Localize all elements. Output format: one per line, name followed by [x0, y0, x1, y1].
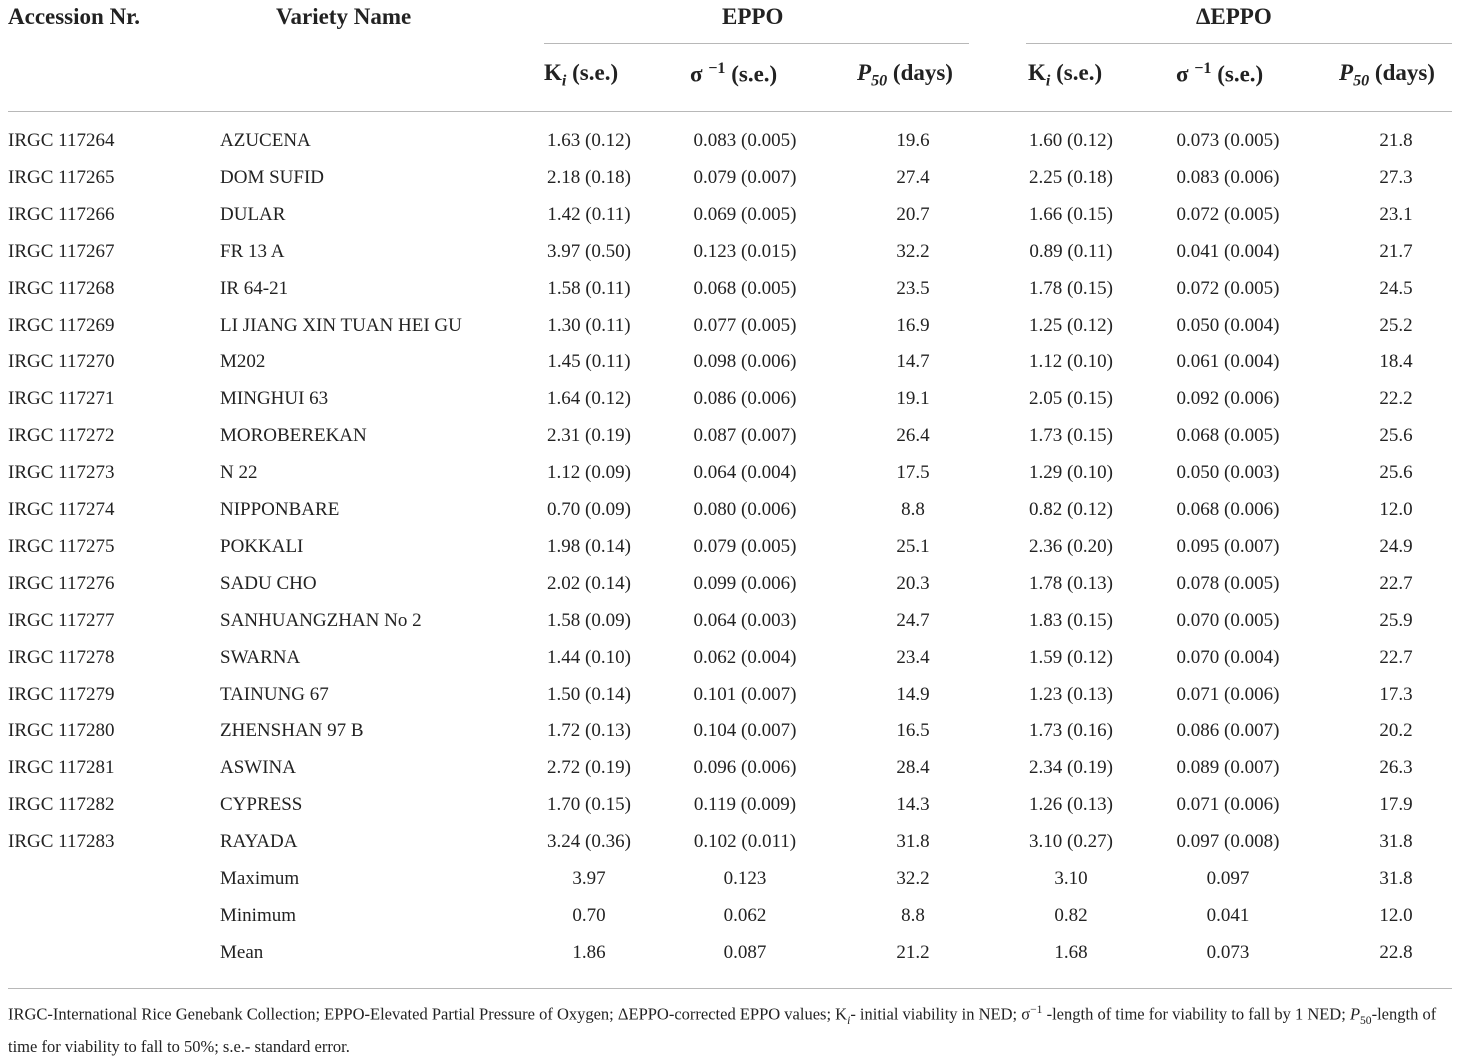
variety-cell: Maximum — [220, 868, 300, 889]
accession-cell: IRGC 117275 — [8, 535, 115, 557]
variety-cell: AZUCENA — [220, 130, 311, 151]
variety-cell: RAYADA — [220, 831, 298, 853]
accession-cell: IRGC 117282 — [8, 794, 115, 816]
variety-cell: MINGHUI 63 — [220, 388, 329, 410]
variety-cell: SADU CHO — [220, 572, 317, 594]
variety-cell: SWARNA — [220, 646, 301, 668]
table-bottom-rule — [8, 988, 1452, 989]
header-bottom-rule — [8, 111, 1452, 112]
header-eppo-p50: $P_{50}$ (days) — [857, 60, 953, 90]
header-eppo-ki: $K_i$ (s.e.) — [544, 60, 619, 90]
accession-cell: IRGC 117274 — [8, 499, 115, 520]
variety-cell: CYPRESS — [220, 794, 303, 816]
accession-cell: IRGC 117278 — [8, 646, 115, 668]
variety-cell: M202 — [220, 351, 266, 373]
variety-cell: ZHENSHAN 97 B — [220, 720, 364, 742]
header-group-deppo: ΔEPPO — [1196, 4, 1272, 29]
header-variety: Variety Name — [276, 4, 412, 29]
accession-cell: IRGC 117273 — [8, 462, 115, 484]
accession-cell: IRGC 117280 — [8, 720, 115, 742]
variety-cell: IR 64-21 — [220, 277, 289, 299]
variety-cell: Mean — [220, 941, 264, 963]
accession-cell: IRGC 117271 — [8, 388, 115, 410]
accession-cell: IRGC 117268 — [8, 277, 115, 299]
accession-cell: IRGC 117281 — [8, 757, 115, 779]
variety-cell: SANHUANGZHAN No 2 — [220, 609, 422, 631]
variety-cell: LI JIANG XIN TUAN HEI GU — [220, 314, 462, 336]
accession-cell: IRGC 117270 — [8, 351, 115, 373]
variety-cell: DOM SUFID — [220, 166, 324, 188]
accession-cell: IRGC 117279 — [8, 683, 115, 705]
accession-cell: IRGC 117266 — [8, 203, 115, 225]
variety-cell: MOROBEREKAN — [220, 425, 367, 447]
variety-cell: FR 13 A — [220, 240, 285, 262]
variety-cell: Minimum — [220, 904, 297, 926]
accession-cell: IRGC 117264 — [8, 130, 115, 151]
accession-cell: IRGC 117265 — [8, 166, 115, 188]
accession-cell: IRGC 117272 — [8, 425, 115, 447]
deppo-group-rule — [1026, 43, 1452, 44]
variety-cell: NIPPONBARE — [220, 499, 340, 520]
footnote: IRGC-International Rice Genebank Collection; EPPO-Elevated Partial Pressure of Oxygen; ΔEPPO-corrected EPPO values; $K_i-$ initial viability in NED; $\sigma^{-1}$ -length of time for viability to fall by 1 NED; $P_{50}$-length of time for viability to fall to 50%; s.e.- standard error. — [8, 1004, 1437, 1056]
accession-cell: IRGC 117269 — [8, 314, 115, 336]
variety-cell: DULAR — [220, 203, 286, 225]
variety-cell: ASWINA — [220, 757, 296, 779]
accession-cell: IRGC 117277 — [8, 609, 115, 631]
variety-cell: POKKALI — [220, 535, 304, 557]
accession-cell: IRGC 117267 — [8, 240, 115, 262]
variety-cell: TAINUNG 67 — [220, 683, 329, 705]
header-eppo-sigma: σ $^{-1}$ (s.e.) — [690, 60, 778, 87]
header-deppo-ki: $K_i$ (s.e.) — [1028, 60, 1103, 90]
accession-cell: IRGC 117276 — [8, 572, 115, 594]
variety-cell: N 22 — [220, 462, 258, 484]
header-deppo-sigma: σ $^{-1}$ (s.e.) — [1176, 60, 1264, 87]
accession-cell: IRGC 117283 — [8, 831, 115, 853]
header-accession: Accession Nr. — [8, 4, 141, 29]
header-deppo-p50: $P_{50}$ (days) — [1339, 60, 1435, 90]
eppo-group-rule — [544, 43, 969, 44]
header-group-eppo: EPPO — [722, 4, 784, 29]
